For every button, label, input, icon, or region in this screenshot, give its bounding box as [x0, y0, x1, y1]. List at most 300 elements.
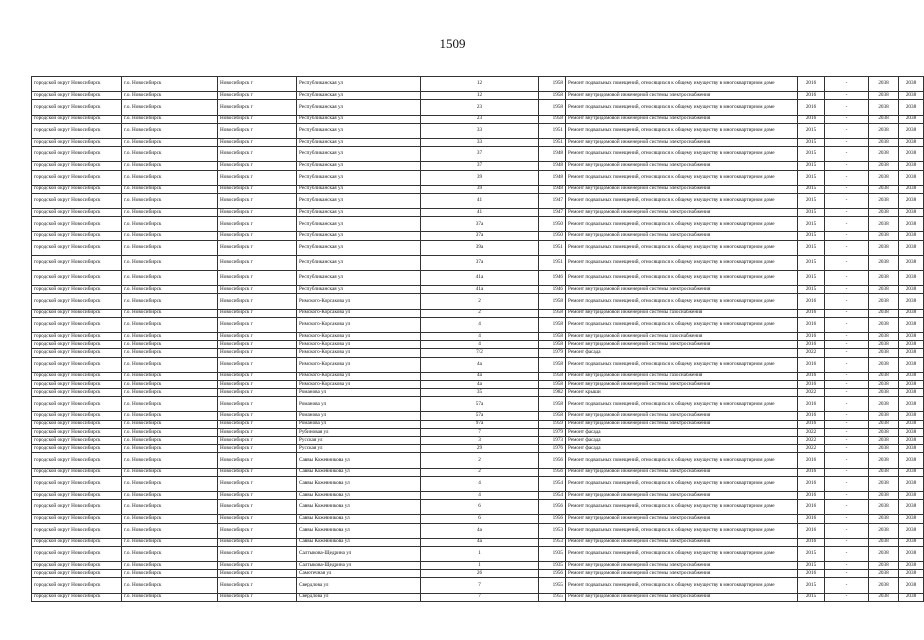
cell-work-type: Ремонт подвальных помещений, относящихся к общему имуществу в многоквартирном доме — [566, 240, 798, 255]
cell-year-end: 2038 — [899, 170, 924, 185]
cell-year-end: 2038 — [899, 500, 924, 515]
cell-municipality: г.о. Новосибирск — [122, 397, 218, 412]
cell-municipality: г.о. Новосибирск — [122, 138, 218, 146]
cell-year-end: 2038 — [899, 92, 924, 100]
cell-build-year: 1948 — [539, 185, 566, 193]
cell-settlement: Новосибирск г — [218, 349, 297, 357]
cell-year-start: 2015 — [798, 286, 825, 294]
cell-house: 6 — [421, 515, 539, 523]
cell-work-type: Ремонт подвальных помещений, относящихся к общему имуществу в многоквартирном доме — [566, 123, 798, 138]
cell-year-start: 2016 — [798, 420, 825, 428]
cell-build-year: 1958 — [539, 100, 566, 115]
cell-okrug: городской округ Новосибирск — [32, 380, 122, 388]
cell-street: Романова ул — [297, 420, 421, 428]
cell-build-year: 1958 — [539, 332, 566, 340]
table-row — [32, 232, 924, 240]
cell-house: 7 — [421, 593, 539, 601]
cell-municipality: г.о. Новосибирск — [122, 240, 218, 255]
cell-year-start: 2016 — [798, 397, 825, 412]
cell-year-planned: 2038 — [869, 500, 899, 515]
cell-build-year: 1973 — [539, 437, 566, 445]
cell-year-start: 2015 — [798, 593, 825, 601]
cell-build-year: 1946 — [539, 286, 566, 294]
cell-settlement: Новосибирск г — [218, 147, 297, 162]
cell-municipality: г.о. Новосибирск — [122, 317, 218, 332]
cell-year-end: 2038 — [899, 397, 924, 412]
cell-dash: - — [825, 500, 869, 515]
cell-year-start: 2015 — [798, 255, 825, 270]
cell-municipality: г.о. Новосибирск — [122, 420, 218, 428]
cell-street: Римского-Корсакова ул — [297, 332, 421, 340]
table-row — [32, 271, 924, 286]
cell-year-start: 2022 — [798, 437, 825, 445]
cell-work-type: Ремонт подвальных помещений, относящихся к общему имуществу в многоквартирном доме — [566, 294, 798, 309]
cell-year-planned: 2038 — [869, 397, 899, 412]
cell-work-type: Ремонт подвальных помещений, относящихся к общему имуществу в многоквартирном доме — [566, 523, 798, 538]
cell-municipality: г.о. Новосибирск — [122, 349, 218, 357]
cell-dash: - — [825, 294, 869, 309]
cell-okrug: городской округ Новосибирск — [32, 232, 122, 240]
cell-street: Республиканская ул — [297, 185, 421, 193]
cell-settlement: Новосибирск г — [218, 138, 297, 146]
cell-house: 12 — [421, 77, 539, 92]
cell-year-end: 2038 — [899, 162, 924, 170]
cell-street: Салтыкова-Щедрина ул — [297, 562, 421, 570]
cell-okrug: городской округ Новосибирск — [32, 437, 122, 445]
cell-street: Римского-Корсакова ул — [297, 357, 421, 372]
cell-settlement: Новосибирск г — [218, 209, 297, 217]
cell-street: Римского-Корсакова ул — [297, 317, 421, 332]
cell-year-end: 2038 — [899, 523, 924, 538]
cell-settlement: Новосибирск г — [218, 115, 297, 123]
cell-year-start: 2015 — [798, 209, 825, 217]
cell-settlement: Новосибирск г — [218, 162, 297, 170]
cell-okrug: городской округ Новосибирск — [32, 500, 122, 515]
cell-okrug: городской округ Новосибирск — [32, 332, 122, 340]
table-row — [32, 294, 924, 309]
cell-street: Саввы Кожевникова ул — [297, 500, 421, 515]
cell-year-start: 2016 — [798, 77, 825, 92]
cell-year-start: 2016 — [798, 412, 825, 420]
table-row — [32, 77, 924, 92]
table-row — [32, 309, 924, 317]
cell-build-year: 1956 — [539, 500, 566, 515]
cell-street: Рубиновая ул — [297, 428, 421, 436]
cell-street: Республиканская ул — [297, 92, 421, 100]
cell-settlement: Новосибирск г — [218, 380, 297, 388]
cell-house: 7 — [421, 578, 539, 593]
cell-work-type: Ремонт внутридомовой инженерной системы электроснабжения — [566, 412, 798, 420]
cell-work-type: Ремонт подвальных помещений, относящихся к общему имуществу в многоквартирном доме — [566, 193, 798, 208]
cell-municipality: г.о. Новосибирск — [122, 115, 218, 123]
cell-municipality: г.о. Новосибирск — [122, 476, 218, 491]
cell-year-planned: 2038 — [869, 77, 899, 92]
cell-settlement: Новосибирск г — [218, 412, 297, 420]
cell-year-planned: 2038 — [869, 578, 899, 593]
cell-work-type: Ремонт подвальных помещений, относящихся к общему имуществу в многоквартирном доме — [566, 170, 798, 185]
table-row — [32, 538, 924, 546]
cell-year-planned: 2038 — [869, 523, 899, 538]
cell-dash: - — [825, 523, 869, 538]
cell-year-end: 2038 — [899, 209, 924, 217]
cell-year-start: 2015 — [798, 193, 825, 208]
cell-year-planned: 2038 — [869, 491, 899, 499]
cell-settlement: Новосибирск г — [218, 286, 297, 294]
cell-year-end: 2038 — [899, 309, 924, 317]
cell-build-year: 1948 — [539, 162, 566, 170]
cell-settlement: Новосибирск г — [218, 92, 297, 100]
cell-street: Республиканская ул — [297, 209, 421, 217]
cell-street: Русская ул — [297, 445, 421, 453]
cell-house: 4а — [421, 538, 539, 546]
cell-house: 37 — [421, 147, 539, 162]
cell-dash: - — [825, 372, 869, 380]
cell-settlement: Новосибирск г — [218, 185, 297, 193]
cell-year-end: 2038 — [899, 453, 924, 468]
cell-street: Римского-Корсакова ул — [297, 380, 421, 388]
cell-work-type: Ремонт подвальных помещений, относящихся к общему имуществу в многоквартирном доме — [566, 100, 798, 115]
cell-build-year: 1935 — [539, 546, 566, 561]
cell-build-year: 1958 — [539, 357, 566, 372]
cell-build-year: 1954 — [539, 476, 566, 491]
cell-build-year: 1953 — [539, 538, 566, 546]
cell-work-type: Ремонт внутридомовой инженерной системы электроснабжения — [566, 162, 798, 170]
cell-house: 26 — [421, 570, 539, 578]
cell-year-start: 2016 — [798, 515, 825, 523]
cell-year-start: 2015 — [798, 578, 825, 593]
cell-dash: - — [825, 123, 869, 138]
cell-settlement: Новосибирск г — [218, 523, 297, 538]
cell-work-type: Ремонт внутридомовой инженерной системы электроснабжения — [566, 515, 798, 523]
cell-municipality: г.о. Новосибирск — [122, 357, 218, 372]
cell-okrug: городской округ Новосибирск — [32, 515, 122, 523]
cell-year-end: 2038 — [899, 546, 924, 561]
table-row — [32, 491, 924, 499]
cell-street: Романова ул — [297, 389, 421, 397]
cell-okrug: городской округ Новосибирск — [32, 562, 122, 570]
cell-year-start: 2015 — [798, 162, 825, 170]
cell-house: 6 — [421, 500, 539, 515]
cell-municipality: г.о. Новосибирск — [122, 500, 218, 515]
cell-year-start: 2016 — [798, 92, 825, 100]
cell-year-start: 2016 — [798, 468, 825, 476]
cell-street: Республиканская ул — [297, 240, 421, 255]
cell-street: Республиканская ул — [297, 286, 421, 294]
cell-dash: - — [825, 412, 869, 420]
cell-build-year: 1979 — [539, 349, 566, 357]
cell-work-type: Ремонт внутридомовой инженерной системы электроснабжения — [566, 209, 798, 217]
cell-year-end: 2038 — [899, 332, 924, 340]
table-row — [32, 372, 924, 380]
cell-year-planned: 2038 — [869, 217, 899, 232]
cell-work-type: Ремонт внутридомовой инженерной системы электроснабжения — [566, 562, 798, 570]
cell-work-type: Ремонт подвальных помещений, относящихся к общему имуществу в многоквартирном доме — [566, 77, 798, 92]
cell-year-planned: 2038 — [869, 593, 899, 601]
cell-okrug: городской округ Новосибирск — [32, 445, 122, 453]
cell-house: 7 — [421, 428, 539, 436]
cell-dash: - — [825, 92, 869, 100]
cell-year-planned: 2038 — [869, 437, 899, 445]
cell-build-year: 1958 — [539, 341, 566, 349]
cell-settlement: Новосибирск г — [218, 538, 297, 546]
cell-year-end: 2038 — [899, 185, 924, 193]
cell-year-end: 2038 — [899, 389, 924, 397]
cell-street: Русская ул — [297, 437, 421, 445]
cell-year-end: 2038 — [899, 286, 924, 294]
cell-okrug: городской округ Новосибирск — [32, 397, 122, 412]
cell-work-type: Ремонт внутридомовой инженерной системы электроснабжения — [566, 138, 798, 146]
cell-year-planned: 2038 — [869, 294, 899, 309]
cell-municipality: г.о. Новосибирск — [122, 92, 218, 100]
cell-year-planned: 2038 — [869, 372, 899, 380]
cell-street: Романова ул — [297, 412, 421, 420]
cell-work-type: Ремонт внутридомовой инженерной системы электроснабжения — [566, 538, 798, 546]
cell-dash: - — [825, 389, 869, 397]
cell-house: 41 — [421, 193, 539, 208]
table-row — [32, 217, 924, 232]
cell-build-year: 1958 — [539, 380, 566, 388]
cell-work-type: Ремонт подвальных помещений, относящихся к общему имуществу в многоквартирном доме — [566, 578, 798, 593]
cell-okrug: городской округ Новосибирск — [32, 389, 122, 397]
table-row — [32, 170, 924, 185]
cell-year-planned: 2038 — [869, 357, 899, 372]
table-row — [32, 341, 924, 349]
cell-dash: - — [825, 437, 869, 445]
cell-year-end: 2038 — [899, 412, 924, 420]
cell-street: Саввы Кожевникова ул — [297, 523, 421, 538]
cell-municipality: г.о. Новосибирск — [122, 538, 218, 546]
cell-street: Республиканская ул — [297, 162, 421, 170]
cell-street: Республиканская ул — [297, 100, 421, 115]
cell-settlement: Новосибирск г — [218, 578, 297, 593]
cell-year-start: 2015 — [798, 240, 825, 255]
cell-street: Республиканская ул — [297, 147, 421, 162]
cell-street: Республиканская ул — [297, 115, 421, 123]
cell-settlement: Новосибирск г — [218, 332, 297, 340]
table-row — [32, 476, 924, 491]
cell-okrug: городской округ Новосибирск — [32, 523, 122, 538]
cell-year-planned: 2038 — [869, 286, 899, 294]
cell-year-start: 2015 — [798, 217, 825, 232]
cell-year-planned: 2038 — [869, 123, 899, 138]
cell-build-year: 1959 — [539, 420, 566, 428]
table-row — [32, 332, 924, 340]
cell-street: Римского-Корсакова ул — [297, 309, 421, 317]
cell-municipality: г.о. Новосибирск — [122, 332, 218, 340]
cell-build-year: 1958 — [539, 77, 566, 92]
cell-dash: - — [825, 562, 869, 570]
cell-municipality: г.о. Новосибирск — [122, 546, 218, 561]
cell-settlement: Новосибирск г — [218, 546, 297, 561]
cell-municipality: г.о. Новосибирск — [122, 271, 218, 286]
cell-settlement: Новосибирск г — [218, 193, 297, 208]
cell-year-start: 2015 — [798, 185, 825, 193]
cell-year-planned: 2038 — [869, 185, 899, 193]
cell-year-start: 2016 — [798, 294, 825, 309]
cell-street: Республиканская ул — [297, 123, 421, 138]
cell-street: Саввы Кожевникова ул — [297, 476, 421, 491]
cell-house: 2 — [421, 309, 539, 317]
cell-house: 41 — [421, 209, 539, 217]
cell-year-end: 2038 — [899, 428, 924, 436]
cell-year-planned: 2038 — [869, 138, 899, 146]
cell-build-year: 1950 — [539, 232, 566, 240]
cell-settlement: Новосибирск г — [218, 217, 297, 232]
cell-okrug: городской округ Новосибирск — [32, 341, 122, 349]
cell-year-end: 2038 — [899, 255, 924, 270]
cell-year-end: 2038 — [899, 317, 924, 332]
cell-year-planned: 2038 — [869, 193, 899, 208]
cell-work-type: Ремонт фасада — [566, 428, 798, 436]
table-row — [32, 562, 924, 570]
cell-street: Римского-Корсакова ул — [297, 294, 421, 309]
table-row — [32, 437, 924, 445]
table-row — [32, 428, 924, 436]
cell-dash: - — [825, 593, 869, 601]
cell-work-type: Ремонт подвальных помещений, относящихся к общему имуществу в многоквартирном доме — [566, 255, 798, 270]
cell-work-type: Ремонт внутридомовой инженерной системы электроснабжения — [566, 286, 798, 294]
cell-build-year: 1955 — [539, 593, 566, 601]
cell-settlement: Новосибирск г — [218, 476, 297, 491]
table-row — [32, 209, 924, 217]
cell-year-start: 2016 — [798, 115, 825, 123]
cell-municipality: г.о. Новосибирск — [122, 389, 218, 397]
cell-municipality: г.о. Новосибирск — [122, 453, 218, 468]
cell-settlement: Новосибирск г — [218, 500, 297, 515]
cell-dash: - — [825, 271, 869, 286]
cell-year-start: 2016 — [798, 317, 825, 332]
cell-year-end: 2038 — [899, 357, 924, 372]
cell-street: Республиканская ул — [297, 271, 421, 286]
cell-okrug: городской округ Новосибирск — [32, 255, 122, 270]
cell-house: 23 — [421, 100, 539, 115]
cell-dash: - — [825, 397, 869, 412]
cell-municipality: г.о. Новосибирск — [122, 217, 218, 232]
cell-okrug: городской округ Новосибирск — [32, 420, 122, 428]
cell-settlement: Новосибирск г — [218, 445, 297, 453]
cell-dash: - — [825, 420, 869, 428]
cell-settlement: Новосибирск г — [218, 453, 297, 468]
cell-year-planned: 2038 — [869, 255, 899, 270]
cell-dash: - — [825, 147, 869, 162]
cell-municipality: г.о. Новосибирск — [122, 100, 218, 115]
cell-work-type: Ремонт подвальных помещений, относящихся к общему имуществу в многоквартирном доме — [566, 271, 798, 286]
cell-work-type: Ремонт внутридомовой инженерной системы электроснабжения — [566, 115, 798, 123]
cell-build-year: 1947 — [539, 193, 566, 208]
cell-settlement: Новосибирск г — [218, 77, 297, 92]
cell-settlement: Новосибирск г — [218, 491, 297, 499]
cell-house: 4а — [421, 380, 539, 388]
cell-street: Самотечная ул — [297, 570, 421, 578]
cell-work-type: Ремонт внутридомовой инженерной системы электроснабжения — [566, 491, 798, 499]
cell-year-planned: 2038 — [869, 170, 899, 185]
cell-street: Салтыкова-Щедрина ул — [297, 546, 421, 561]
cell-street: Свердлова ул — [297, 578, 421, 593]
cell-year-end: 2038 — [899, 232, 924, 240]
cell-year-planned: 2038 — [869, 147, 899, 162]
cell-year-end: 2038 — [899, 380, 924, 388]
cell-okrug: городской округ Новосибирск — [32, 92, 122, 100]
cell-work-type: Ремонт подвальных помещений, относящихся к общему имуществу в многоквартирном доме — [566, 217, 798, 232]
cell-year-planned: 2038 — [869, 380, 899, 388]
cell-year-planned: 2038 — [869, 428, 899, 436]
table-body — [32, 77, 924, 602]
cell-year-start: 2016 — [798, 476, 825, 491]
cell-house: 29 — [421, 445, 539, 453]
table-row — [32, 515, 924, 523]
cell-year-planned: 2038 — [869, 445, 899, 453]
cell-municipality: г.о. Новосибирск — [122, 570, 218, 578]
table-row — [32, 317, 924, 332]
cell-municipality: г.о. Новосибирск — [122, 437, 218, 445]
cell-year-start: 2016 — [798, 538, 825, 546]
cell-settlement: Новосибирск г — [218, 170, 297, 185]
cell-settlement: Новосибирск г — [218, 437, 297, 445]
cell-year-end: 2038 — [899, 123, 924, 138]
cell-house: 35 — [421, 389, 539, 397]
cell-settlement: Новосибирск г — [218, 271, 297, 286]
cell-dash: - — [825, 240, 869, 255]
cell-year-end: 2038 — [899, 562, 924, 570]
cell-dash: - — [825, 491, 869, 499]
cell-municipality: г.о. Новосибирск — [122, 562, 218, 570]
cell-okrug: городской округ Новосибирск — [32, 240, 122, 255]
cell-work-type: Ремонт подвальных помещений, относящихся к общему имуществу в многоквартирном доме — [566, 357, 798, 372]
cell-street: Республиканская ул — [297, 138, 421, 146]
cell-street: Саввы Кожевникова ул — [297, 538, 421, 546]
cell-year-start: 2016 — [798, 372, 825, 380]
cell-year-planned: 2038 — [869, 317, 899, 332]
cell-year-start: 2016 — [798, 500, 825, 515]
cell-build-year: 1947 — [539, 209, 566, 217]
cell-year-planned: 2038 — [869, 476, 899, 491]
cell-okrug: городской округ Новосибирск — [32, 217, 122, 232]
cell-year-end: 2038 — [899, 420, 924, 428]
cell-settlement: Новосибирск г — [218, 357, 297, 372]
cell-settlement: Новосибирск г — [218, 341, 297, 349]
cell-street: Республиканская ул — [297, 193, 421, 208]
table-row — [32, 115, 924, 123]
cell-build-year: 1958 — [539, 294, 566, 309]
cell-work-type: Ремонт подвальных помещений, относящихся к общему имуществу в многоквартирном доме — [566, 317, 798, 332]
cell-municipality: г.о. Новосибирск — [122, 341, 218, 349]
cell-house: 1 — [421, 562, 539, 570]
cell-dash: - — [825, 309, 869, 317]
cell-settlement: Новосибирск г — [218, 317, 297, 332]
cell-year-planned: 2038 — [869, 332, 899, 340]
cell-okrug: городской округ Новосибирск — [32, 453, 122, 468]
cell-dash: - — [825, 357, 869, 372]
cell-settlement: Новосибирск г — [218, 240, 297, 255]
cell-work-type: Ремонт подвальных помещений, относящихся к общему имуществу в многоквартирном доме — [566, 397, 798, 412]
cell-year-end: 2038 — [899, 445, 924, 453]
cell-build-year: 1976 — [539, 445, 566, 453]
cell-municipality: г.о. Новосибирск — [122, 193, 218, 208]
cell-settlement: Новосибирск г — [218, 593, 297, 601]
cell-year-end: 2038 — [899, 193, 924, 208]
cell-work-type: Ремонт внутридомовой инженерной системы электроснабжения — [566, 468, 798, 476]
cell-year-planned: 2038 — [869, 162, 899, 170]
cell-municipality: г.о. Новосибирск — [122, 123, 218, 138]
cell-dash: - — [825, 232, 869, 240]
cell-year-end: 2038 — [899, 349, 924, 357]
cell-year-end: 2038 — [899, 372, 924, 380]
cell-year-start: 2016 — [798, 453, 825, 468]
cell-house: 4 — [421, 341, 539, 349]
cell-municipality: г.о. Новосибирск — [122, 445, 218, 453]
table-row — [32, 147, 924, 162]
cell-year-end: 2038 — [899, 593, 924, 601]
